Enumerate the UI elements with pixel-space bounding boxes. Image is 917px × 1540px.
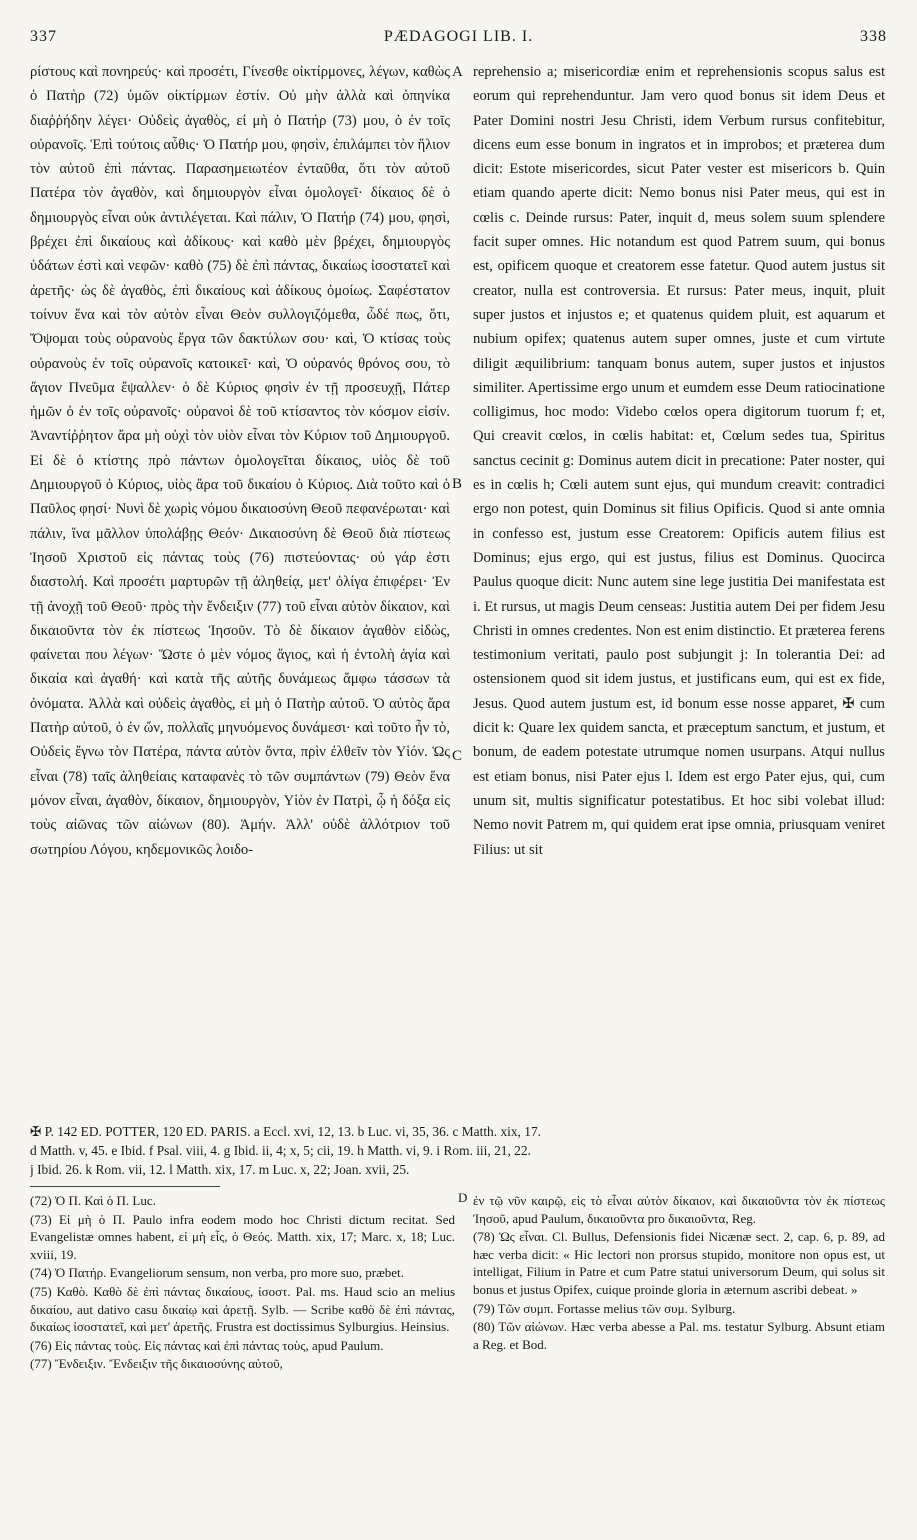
reference-line: ✠ P. 142 ED. POTTER, 120 ED. PARIS. a Eccl. xvi, 12, 13. b Luc. vi, 35, 36. c Matth. xix, 17.	[30, 1124, 541, 1139]
reference-line: d Matth. v, 45. e Ibid. f Psal. viii, 4. g Ibid. ii, 4; x, 5; cii, 19. h Matth. vi, 9. i Rom. iii, 21, 22.	[30, 1143, 531, 1158]
note: (78) Ὡς εἶναι. Cl. Bullus, Defensionis fidei Nicænæ sect. 2, cap. 6, p. 89, ad hæc verba dicit: « Hic lectori non prorsus stupido, monitore non opus est, ut intelligat, Filium in Patre et cum Patre statui universorum Deum, qui solus sit bonus et justus Opifex, cuique proinde gloria in æternum ascribi debeat. »	[473, 1229, 885, 1297]
page-number-right: 338	[860, 28, 887, 45]
notes-column-left	[30, 1192, 455, 1512]
page-header	[30, 28, 887, 58]
margin-letter-b: B	[452, 476, 463, 492]
page-number-left: 337	[30, 28, 57, 45]
latin-text-column	[473, 60, 885, 1120]
scripture-references	[30, 1122, 887, 1182]
note: (79) Τῶν συμπ. Fortasse melius τῶν συμ. Sylburg.	[473, 1300, 736, 1316]
notes-divider	[30, 1186, 220, 1187]
notes-column-right	[473, 1192, 885, 1512]
greek-text-column	[30, 60, 450, 1120]
latin-text: reprehensio a; misericordiæ enim et reprehensionis scopus salus est eorum qui reprehenduntur. Jam vero quod bonus sit idem Deus et Pater Domini nostri Jesu Christi, idem Verbum rursus confitebitur, dicens eum esse bonum in ingratos et in improbos; et præterea dum dicit: Estote misericordes, sicut Pater vester est misericors b. Quin etiam quando aperte dicit: Nemo bonus nisi Pater meus, qui est in cœlis c. Deinde rursus: Pater, inquit d, meus solem suum splendere facit super omnes. Hic notandum est quod Patrem suum, qui bonus est, opificem quoque et creatorem esse fatetur. Quod autem justus sit creator, nulla est controversia. Et rursus: Pater meus, inquit, pluit super justos et injustos e; et quatenus quidem pluit, est aquarum et nubium opifex; quatenus autem super omnes, juste et cum virtute diligit æquilibrium: tanquam bonus autem, super justos et injustos similiter. Apertissime ergo unum et eumdem esse Deum ratiocinatione colligimus, hoc modo: Videbo cœlos opera digitorum tuorum f; et, Qui creavit cœlos, in cœlis habitat: et, Cœlum sedes tua, Spiritus sanctus cecinit g: Dominus autem dicit in precatione: Pater noster, qui es in cœlis h; Cœli autem sunt ejus, qui mundum creavit: contradici ergo non potest, quin Dominus sit filius Opificis. Quod si ante omnia in confesso est, justum esse Creatorem: Opificis autem filius est Dominus; ejus ergo, qui est justus, filius est Dominus. Quocirca Paulus quoque dicit: Nunc autem sine lege justitia Dei manifestata est i. Et rursus, ut magis Deum censeas: Justitia autem Dei per fidem Jesu Christi in omnes credentes. Non est enim distinctio. Et præterea ferens testimonium veritati, paulo post subjungit j: In tolerantia Dei: ad ostensionem quod sit idem justus, et justificans eum, qui est ex fide, Jesus. Quod autem justum est, id bonum esse nosse apparet, ✠ cum dicit k: Quare lex quidem sancta, et præceptum sanctum, et justum, et bonum, de eadem potestate utrumque nomen usurpans. Atqui nullus est etiam bonus, nisi Pater ejus l. Idem est ergo Pater ejus, qui, cum unum sit, multis significatur potestatibus. Et hoc sibi volebat illud: Nemo novit Patrem m, qui quidem erat ipse omnia, priusquam veniret Filius: ut sit	[473, 64, 885, 858]
reference-line: j Ibid. 26. k Rom. vii, 12. l Matth. xix, 17. m Luc. x, 22; Joan. xvii, 25.	[30, 1162, 410, 1177]
margin-letter-d: D	[458, 1190, 468, 1205]
note: (74) Ὁ Πατήρ. Evangeliorum sensum, non verba, pro more suo, præbet.	[30, 1265, 404, 1281]
running-title: PÆDAGOGI LIB. I.	[383, 28, 534, 45]
note: (77) Ἔνδειξιν. Ἔνδειξιν τῆς δικαιοσύνης αὐτοῦ,	[30, 1356, 283, 1372]
note: (72) Ὁ Π. Καὶ ὁ Π. Luc.	[30, 1193, 156, 1208]
note: (73) Εἰ μὴ ὁ Π. Paulo infra eodem modo hoc Christi dictum recitat. Sed Evangelistæ omnes habent, εἰ μὴ εἷς, ὁ Θεός. Matth. xix, 17; Marc. x, 18; Luc. xviii, 19.	[30, 1211, 455, 1262]
margin-letter-a: A	[452, 64, 463, 80]
margin-letter-c: C	[452, 748, 463, 764]
greek-text: ρίστους καὶ πονηρεύς· καὶ προσέτι, Γίνεσθε οἰκτίρμονες, λέγων, καθὼς ὁ Πατὴρ (72) ὑμῶν οἰκτίρμων ἐστίν. Οὐ μὴν ἀλλὰ καὶ ὁπηνίκα διαῤῥήδην λέγει· Οὐδεὶς ἀγαθὸς, εἰ μὴ ὁ Πατήρ (73) μου, ὁ ἐν τοῖς οὐρανοῖς. Ἐπὶ τούτοις αὖθις· Ὁ Πατήρ μου, φησὶν, ἐπιλάμπει τὸν ἥλιον τὸν αὐτοῦ ἐπὶ πάντας. Παρασημειωτέον ἐνταῦθα, ὅτι τὸν αὐτοῦ Πατέρα τὸν ἀγαθὸν, καὶ δημιουργὸν εἶναι ὁμολογεῖ· δίκαιος δὲ ὁ δημιουργὸς εἶναι οὐκ ἀντιλέγεται. Καὶ πάλιν, Ὁ Πατήρ (74) μου, φησὶ, βρέχει ἐπὶ δικαίους καὶ ἀδίκους· καὶ καθὸ μὲν βρέχει, δημιουργὸς ὑδάτων ἐστὶ καὶ νεφῶν· καθὸ (75) δὲ ἐπὶ πάντας, δικαίως ἰσοστατεῖ καὶ ἀρετῆς· ὡς δὲ ἀγαθὸς, ἐπὶ δικαίους καὶ ἀδίκους ὁμοίως. Σαφέστατον τοίνυν ἕνα καὶ τὸν αὐτὸν εἶναι Θεὸν συλλογιζόμεθα, ὧδέ πως, ὅτι, Ὄψομαι τοὺς οὐρανοὺς ἔργα τῶν δακτύλων σου· καὶ, Ὁ κτίσας τοὺς οὐρανοὺς ἐν τοῖς οὐρανοῖς κατοικεῖ· καὶ, Ὁ οὐρανός θρόνος σου, τὸ ἅγιον Πνεῦμα ἔψαλλεν· ὁ δὲ Κύριος φησὶν ἐν τῇ προσευχῇ, Πάτερ ἡμῶν ὁ ἐν τοῖς οὐρανοῖς· οὐρανοὶ δὲ τοῦ κτίσαντος τὸν κόσμον εἰσίν. Ἀναντίῤῥητον ἄρα μὴ οὐχὶ τὸν υἱὸν εἶναι τὸν Κύριον τοῦ Δημιουργοῦ. Εἰ δὲ ὁ κτίστης πρὸ πάντων ὁμολογεῖται δίκαιος, υἱὸς δὲ τοῦ Δημιουργοῦ ὁ Κύριος, υἱὸς ἄρα τοῦ δικαίου ὁ Κύριος. Διὰ τοῦτο καὶ ὁ Παῦλος φησί· Νυνὶ δὲ χωρὶς νόμου δικαιοσύνη Θεοῦ πεφανέρωται· καὶ πάλιν, ἵνα μᾶλλον ὑπολάβῃς Θεόν· Δικαιοσύνη δὲ Θεοῦ διὰ πίστεως Ἰησοῦ Χριστοῦ εἰς πάντας τοὺς (76) πιστεύοντας· οὐ γάρ ἐστι διαστολή. Καὶ προσέτι μαρτυρῶν τῇ ἀληθείᾳ, μετ' ὀλίγα ἐπιφέρει· Ἐν τῇ ἀνοχῇ τοῦ Θεοῦ· πρὸς τὴν ἔνδειξιν (77) τοῦ εἶναι αὐτὸν δίκαιον, καὶ δικαιοῦντα τὸν ἐκ πίστεως Ἰησοῦν. Τὸ δὲ δίκαιον ἀγαθὸν εἰδὼς, φαίνεται που λέγων· Ὥστε ὁ μὲν νόμος ἅγιος, καὶ ἡ ἐντολὴ ἁγία καὶ δικαία καὶ ἀγαθή· καὶ κατὰ τῆς αὐτῆς δυνάμεως ἄμφω τάσσων τὰ ὀνόματα. Ἀλλὰ καὶ οὐδεὶς ἀγαθὸς, εἰ μὴ ὁ Πατὴρ αὐτοῦ. Ὁ αὐτὸς ἄρα Πατὴρ αὐτοῦ, ὁ ἐν ὤν, πολλαῖς μηνυόμενος δυνάμεσι· καὶ τοῦτο ἦν τὸ, Οὐδεὶς ἔγνω τὸν Πατέρα, πάντα αὐτὸν ὄντα, πρὶν ἐλθεῖν τὸν Υἱόν. Ὡς εἶναι (78) ταῖς ἀληθείαις καταφανὲς τὸ τῶν συμπάντων (79) Θεὸν ἕνα μόνον εἶναι, ἀγαθὸν, δίκαιον, δημιουργὸν, Υἱὸν ἐν Πατρὶ, ᾧ ἡ δόξα εἰς τοὺς αἰῶνας τῶν αἰώνων (80). Ἀμήν. Ἀλλ' οὐδὲ ἀλλότριον τοῦ σωτηρίου Λόγου, κηδεμονικῶς λοιδο-	[30, 64, 450, 858]
note: (80) Τῶν αἰώνων. Hæc verba abesse a Pal. ms. testatur Sylburg. Absunt etiam a Reg. et Bod.	[473, 1319, 885, 1352]
note: (75) Καθὸ. Καθὸ δὲ ἐπὶ πάντας δικαίους, ἰσοστ. Pal. ms. Haud scio an melius δικαίου, aut dativo casu δικαίῳ καὶ ἀρετῇ. Sylb. — Scribe καθὸ δὲ ἐπὶ πάντας, δικαίως ἰσοστατεῖ, καὶ μετ' ἀρετῆς. Frustra est doctissimus Sylburgius. Heinsius.	[30, 1283, 455, 1335]
note: (76) Εἰς πάντας τοὺς. Εἰς πάντας καὶ ἐπὶ πάντας τοὺς, apud Paulum.	[30, 1337, 384, 1353]
note: ἐν τῷ νῦν καιρῷ, εἰς τὸ εἶναι αὐτὸν δίκαιον, καὶ δικαιοῦντα τὸν ἐκ πίστεως Ἰησοῦ, apud Paulum, δικαιοῦντα pro δικαιοῦντα, Reg.	[473, 1193, 885, 1226]
